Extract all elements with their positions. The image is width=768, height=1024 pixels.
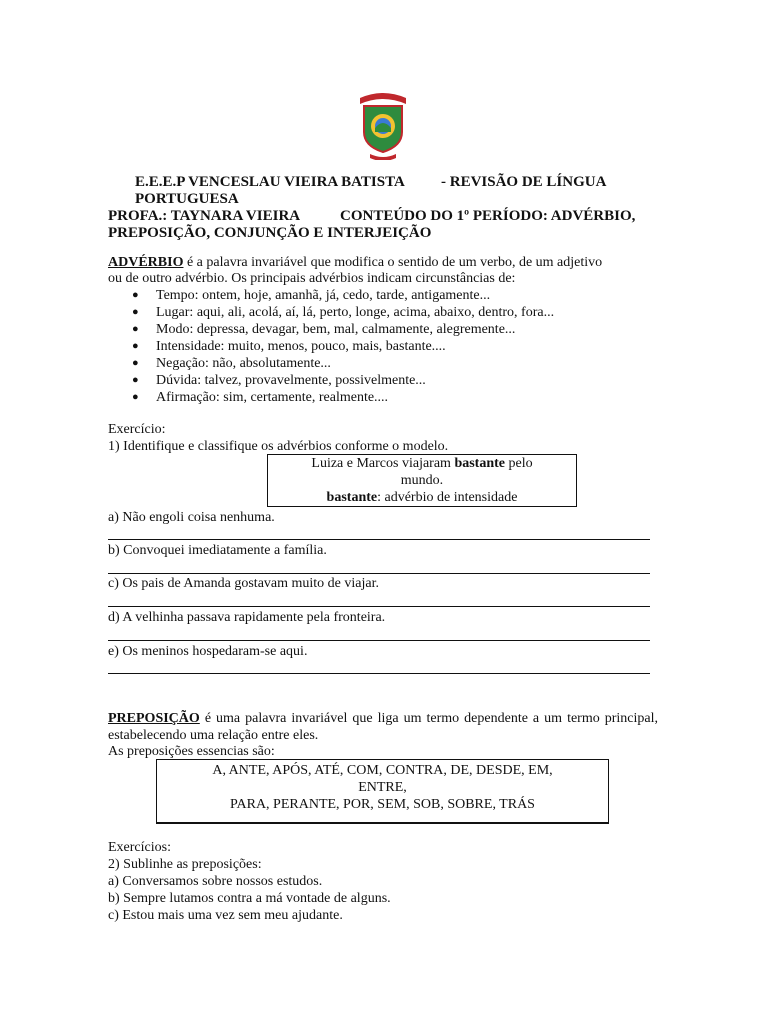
answer-line[interactable]: [108, 606, 650, 607]
exercise1-item-e: e) Os meninos hospedaram-se aqui.: [108, 644, 308, 659]
model-sentence-cont: mundo.: [400, 473, 444, 488]
model-sentence: Luiza e Marcos viajaram bastante pelo: [311, 456, 533, 471]
model-example-box: [267, 454, 577, 507]
adverb-type-duvida: ● Dúvida: talvez, provavelmente, possivelmente...: [108, 372, 554, 389]
answer-line[interactable]: [108, 640, 650, 641]
exercise2-item-b: b) Sempre lutamos contra a má vontade de alguns.: [108, 891, 391, 906]
adverb-type-lugar: ● Lugar: aqui, ali, acolá, aí, lá, perto, longe, acima, abaixo, dentro, fora...: [108, 304, 554, 321]
exercise1-instruction: 1) Identifique e classifique os advérbios conforme o modelo.: [108, 439, 449, 454]
content-title-cont: PREPOSIÇÃO, CONJUNÇÃO E INTERJEIÇÃO: [108, 225, 432, 241]
exercise2-item-a: a) Conversamos sobre nossos estudos.: [108, 874, 323, 889]
answer-line[interactable]: [108, 539, 650, 540]
exercise2-instruction: 2) Sublinhe as preposições:: [108, 857, 262, 872]
preposicao-term: PREPOSIÇÃO: [108, 711, 200, 726]
exercise1-heading: Exercício:: [108, 422, 166, 437]
exercise1-item-b: b) Convoquei imediatamente a família.: [108, 543, 327, 558]
preposicao-definition: PREPOSIÇÃO é uma palavra invariável que liga um termo dependente a um termo principal, estabelecendo uma relação entre eles.: [108, 711, 658, 743]
exercise2-heading: Exercícios:: [108, 840, 171, 855]
answer-line[interactable]: [108, 673, 650, 674]
prepositions-box: [156, 759, 609, 824]
subject-title: - REVISÃO DE LÍNGUA: [441, 174, 607, 190]
exercise1-item-c: c) Os pais de Amanda gostavam muito de viajar.: [108, 576, 379, 591]
adverbio-definition-line2: ou de outro advérbio. Os principais advérbios indicam circunstâncias de:: [108, 271, 516, 286]
prepositions-line2: ENTRE,: [358, 780, 407, 795]
model-answer: bastante: advérbio de intensidade: [326, 490, 518, 505]
prepositions-label: As preposições essencias são:: [108, 744, 275, 759]
adverb-type-modo: ● Modo: depressa, devagar, bem, mal, calmamente, alegremente...: [108, 321, 554, 338]
prepositions-line1: A, ANTE, APÓS, ATÉ, COM, CONTRA, DE, DESDE, EM,: [212, 763, 553, 778]
teacher-name: PROFA.: TAYNARA VIEIRA: [108, 208, 301, 224]
prepositions-line3: PARA, PERANTE, POR, SEM, SOB, SOBRE, TRÁS: [230, 797, 535, 812]
adverbio-definition-line1: ADVÉRBIO é a palavra invariável que modifica o sentido de um verbo, de um adjetivo: [108, 255, 603, 270]
school-name: E.E.E.P VENCESLAU VIEIRA BATISTA: [135, 174, 405, 190]
adverb-types-list: [108, 287, 554, 406]
adverb-type-negacao: ● Negação: não, absolutamente...: [108, 355, 554, 372]
exercise1-item-d: d) A velhinha passava rapidamente pela fronteira.: [108, 610, 386, 625]
subject-title-cont: PORTUGUESA: [135, 191, 239, 207]
school-coat-of-arms-logo: [356, 88, 410, 160]
exercise1-item-a: a) Não engoli coisa nenhuma.: [108, 510, 275, 525]
answer-line[interactable]: [108, 573, 650, 574]
adverb-type-intensidade: ● Intensidade: muito, menos, pouco, mais, bastante....: [108, 338, 554, 355]
adverb-type-afirmacao: ● Afirmação: sim, certamente, realmente....: [108, 389, 554, 406]
adverbio-term: ADVÉRBIO: [108, 255, 184, 270]
content-title: CONTEÚDO DO 1º PERÍODO: ADVÉRBIO,: [340, 208, 636, 224]
exercise2-item-c: c) Estou mais uma vez sem meu ajudante.: [108, 908, 343, 923]
adverb-type-tempo: ● Tempo: ontem, hoje, amanhã, já, cedo, tarde, antigamente...: [108, 287, 554, 304]
